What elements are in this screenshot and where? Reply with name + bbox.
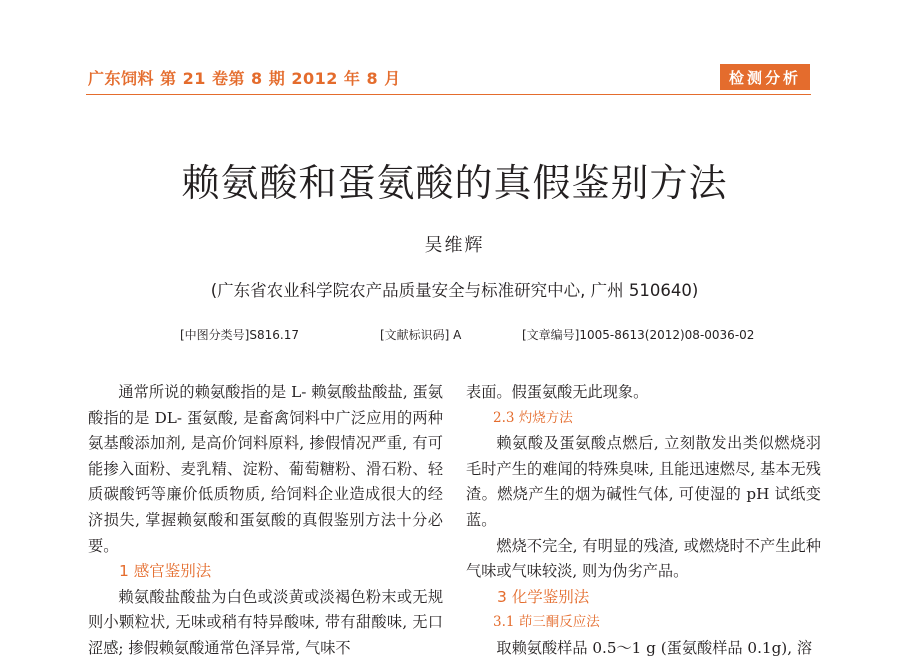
subsection-heading-burning: 2.3 灼烧方法 — [493, 409, 573, 426]
document-code: [文献标识码] A — [380, 328, 462, 342]
burning-paragraph-1: 赖氨酸及蛋氨酸点燃后, 立刻散发出类似燃烧羽毛时产生的难闻的特殊臭味, 且能迅速燃尽, 基本无残渣。燃烧产生的烟为碱性气体, 可使湿的 pH 试纸变蓝。 — [466, 434, 821, 529]
author-affiliation: (广东省农业科学院农产品质量安全与标准研究中心, 广州 510640) — [210, 281, 699, 300]
author-name: 吴维辉 — [424, 235, 485, 256]
section-heading-sensory: 1 感官鉴别法 — [119, 562, 212, 581]
journal-info: 广东饲料 第 21 卷第 8 期 2012 年 8 月 — [88, 69, 401, 88]
intro-paragraph: 通常所说的赖氨酸指的是 L- 赖氨酸盐酸盐, 蛋氨酸指的是 DL- 蛋氨酸, 是畜禽饲料中广泛应用的两种氨基酸添加剂, 是高价饲料原料, 掺假情况严重, 有可能掺入面粉、麦乳精、淀粉、葡萄糖粉、滑石粉、轻质碳酸钙等廉价低质物质, 给饲料企业造成很大的经济损失, 掌握赖氨酸和蛋氨酸的真假鉴别方法十分必要。 — [88, 383, 443, 555]
burning-paragraph-2: 燃烧不完全, 有明显的残渣, 或燃烧时不产生此种气味或气味较淡, 则为伪劣产品。 — [466, 536, 821, 581]
section-tag: 检测分析 — [720, 64, 810, 90]
article-title: 赖氨酸和蛋氨酸的真假鉴别方法 — [181, 161, 728, 205]
sensory-paragraph: 赖氨酸盐酸盐为白色或淡黄或淡褐色粉末或无规则小颗粒状, 无味或稍有特异酸味, 带有甜酸味, 无口涩感; 掺假赖氨酸通常色泽异常, 气味不 — [88, 587, 443, 657]
right-column — [466, 380, 821, 662]
article-number: [文章编号]1005-8613(2012)08-0036-02 — [522, 328, 755, 342]
subsection-heading-ninhydrin: 3.1 茚三酮反应法 — [493, 614, 600, 631]
continuation-paragraph: 表面。假蛋氨酸无此现象。 — [466, 383, 649, 401]
clc-number: [中图分类号]S816.17 — [180, 328, 299, 342]
section-heading-chemical: 3 化学鉴别法 — [497, 587, 590, 606]
left-column — [88, 380, 443, 662]
header-rule — [86, 94, 811, 95]
ninhydrin-paragraph: 取赖氨酸样品 0.5～1 g (蛋氨酸样品 0.1g), 溶 — [496, 638, 813, 657]
